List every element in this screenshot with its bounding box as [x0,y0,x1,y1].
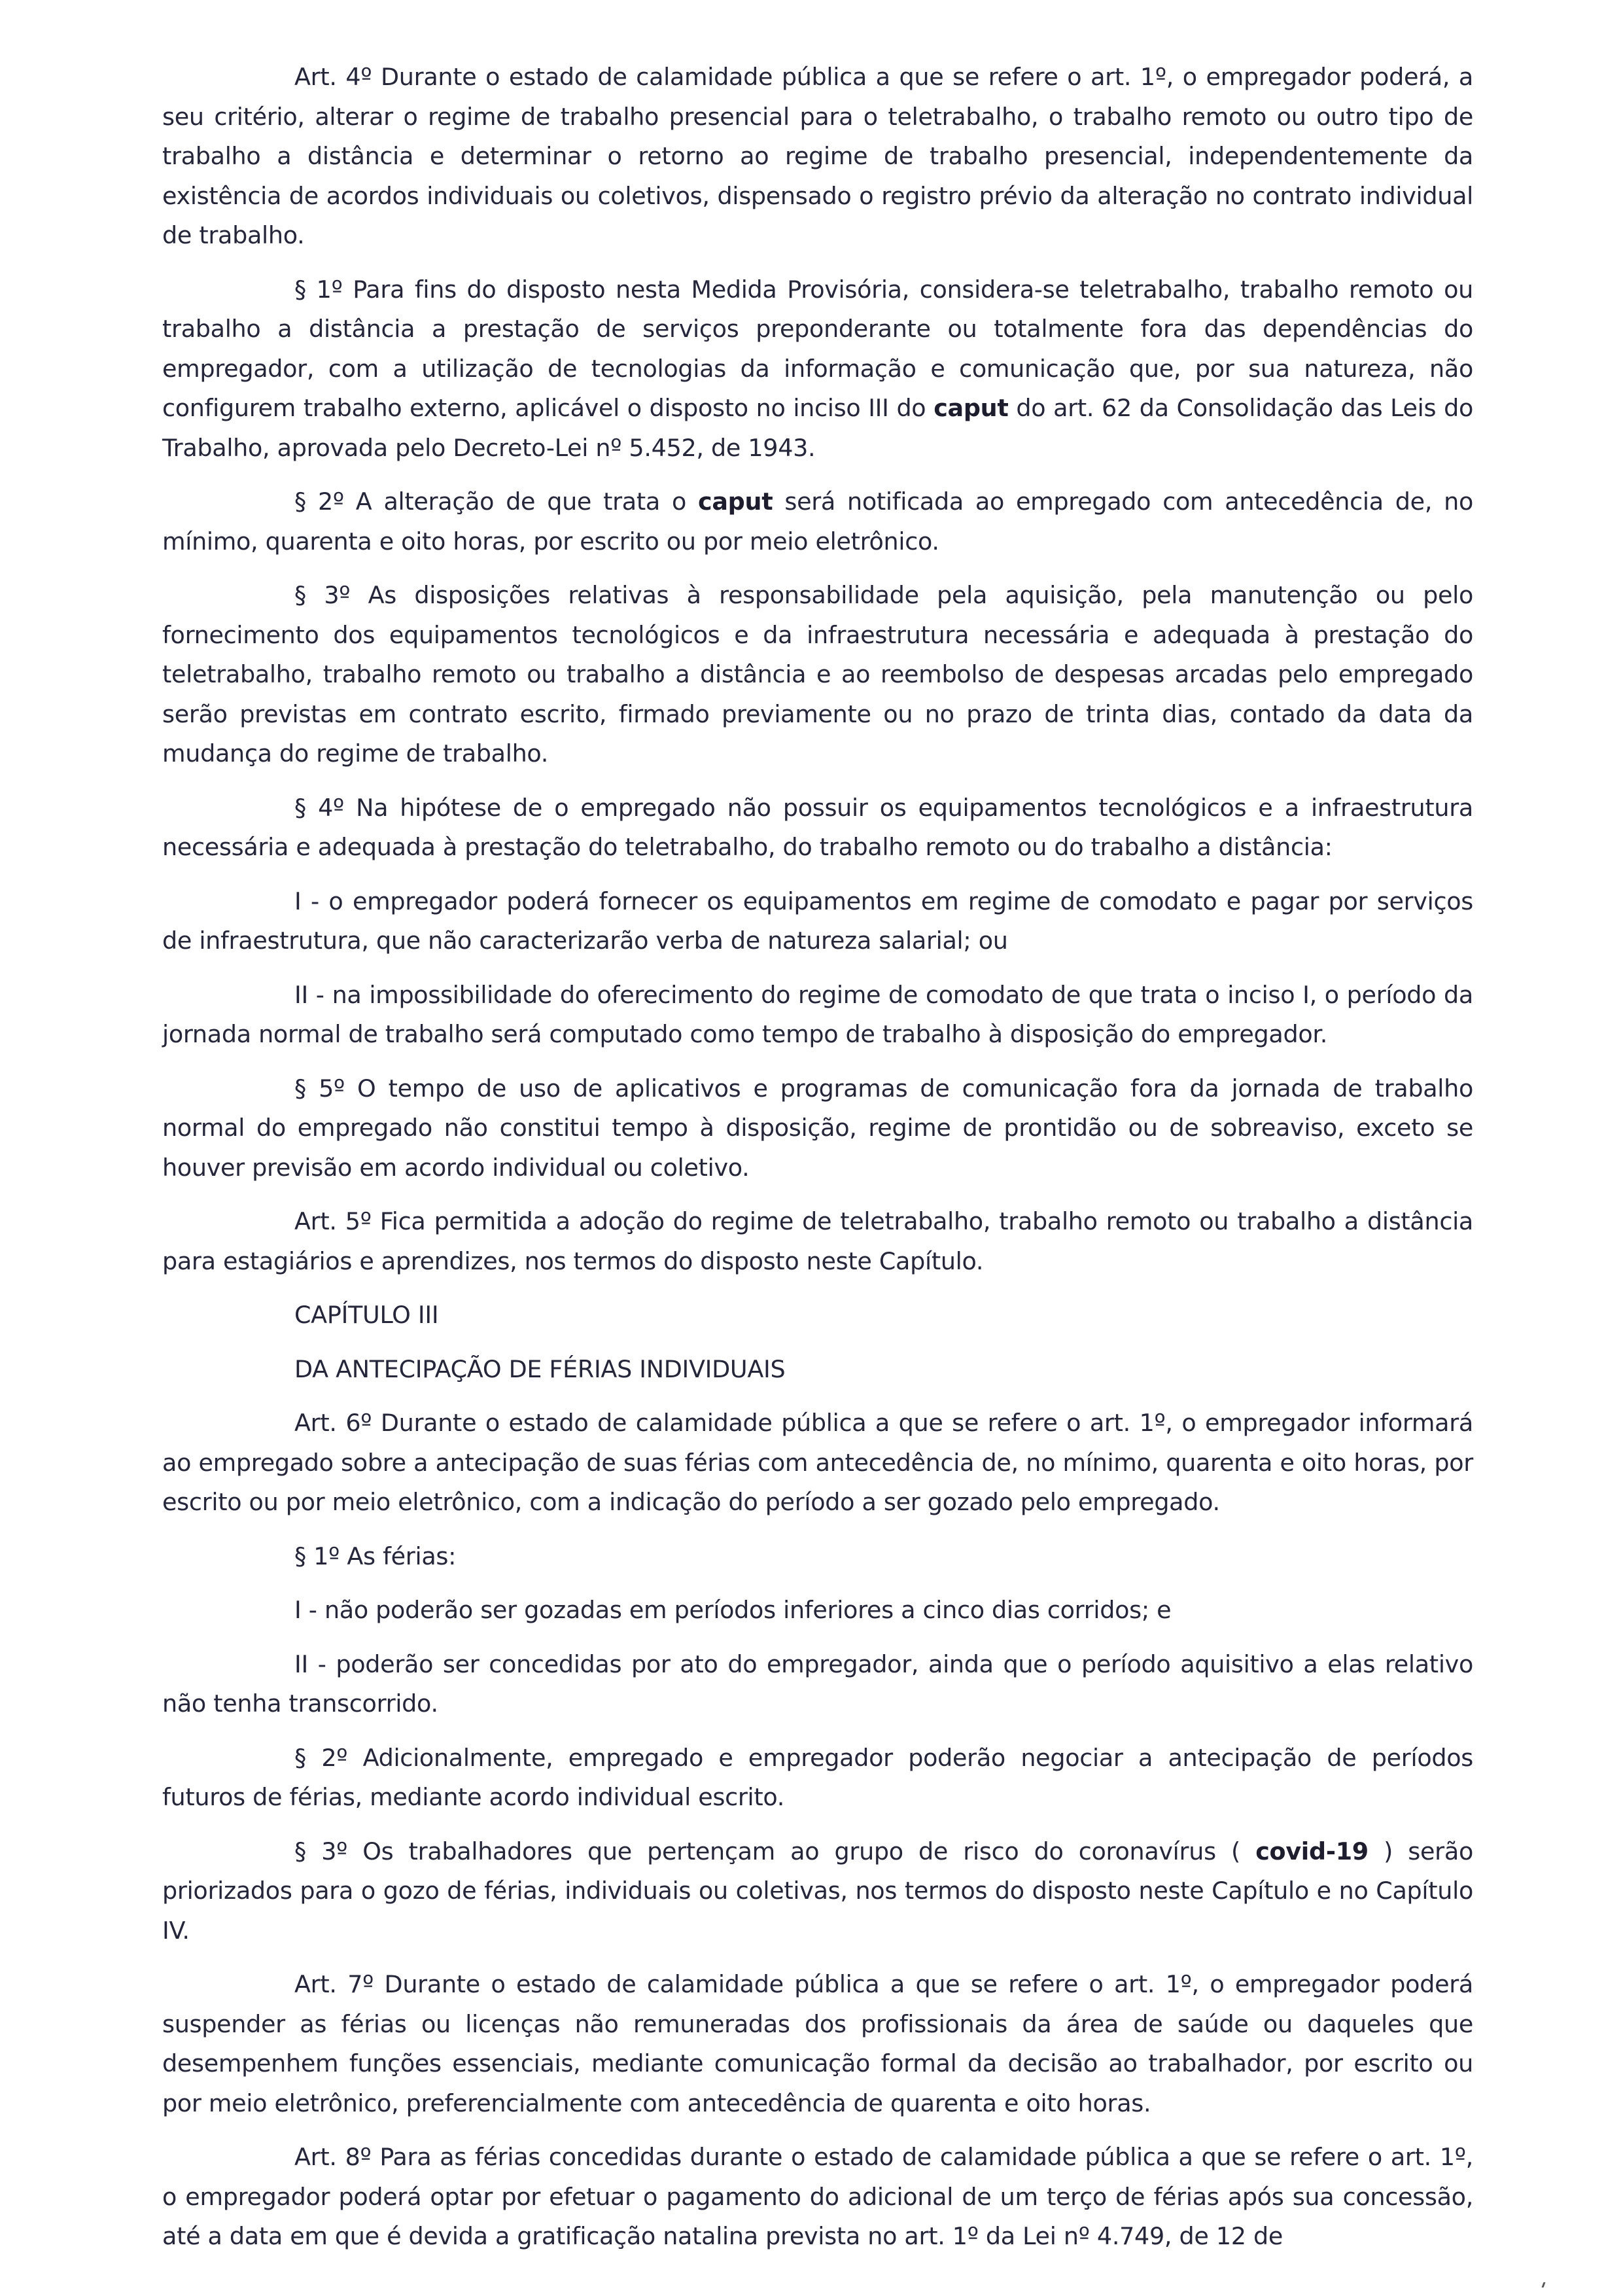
article-6-paragraph-1-item-ii: II - poderão ser concedidas por ato do empregador, ainda que o período aquisitivo a elas relativo não tenha transcorrido. [162,1650,1473,1718]
article-6-paragraph-1-item-i: I - não poderão ser gozadas em períodos inferiores a cinco dias corridos; e [294,1596,1172,1624]
text-segment: § 1º Para fins do disposto nesta Medida Provisória, considera-se teletrabalho, trabalho remoto ou trabalho a distância a prestação de serviços preponderante ou totalmente fora das dependências do empregador, com a utilização de tecnologias da informação e comunicação que, por sua natureza, não configurem trabalho externo, aplicável o disposto no inciso III do [162,275,1473,422]
article-4-paragraph-4: § 4º Na hipótese de o empregado não possuir os equipamentos tecnológicos e a infraestrutura necessária e adequada à prestação do teletrabalho, do trabalho remoto ou do trabalho a distância: [162,793,1473,861]
document-page [162,58,1473,2257]
article-4-paragraph-2 [162,482,1473,561]
article-6-paragraph-2: § 2º Adicionalmente, empregado e empregador poderão negociar a antecipação de períodos futuros de férias, mediante acordo individual escrito. [162,1743,1473,1811]
article-4-paragraph-5: § 5º O tempo de uso de aplicativos e programas de comunicação fora da jornada de trabalho normal do empregado não constitui tempo à disposição, regime de prontidão ou de sobreaviso, exceto se houver previsão em acordo individual ou coletivo. [162,1074,1473,1182]
article-6-paragraph-1: § 1º As férias: [294,1542,457,1570]
chapter-title: DA ANTECIPAÇÃO DE FÉRIAS INDIVIDUAIS [294,1354,786,1383]
article-4-paragraph-3: § 3º As disposições relativas à responsabilidade pela aquisição, pela manutenção ou pelo fornecimento dos equipamentos tecnológicos e da infraestrutura necessária e adequada à prestação do teletrabalho, trabalho remoto ou trabalho a distância e ao reembolso de despesas arcadas pelo empregado serão previstas em contrato escrito, firmado previamente ou no prazo de trinta dias, contado da data da mudança do regime de trabalho. [162,581,1473,768]
bold-term-covid: covid-19 [1255,1837,1369,1865]
bold-term-caput: caput [934,394,1009,422]
text-segment: § 2º A alteração de que trata o [294,487,699,516]
bold-term-caput: caput [698,487,773,516]
article-6-paragraph-3 [162,1832,1473,1951]
article-4: Art. 4º Durante o estado de calamidade pública a que se refere o art. 1º, o empregador poderá, a seu critério, alterar o regime de trabalho presencial para o teletrabalho, o trabalho remoto ou outro tipo de trabalho a distância e determinar o retorno ao regime de trabalho presencial, independentemente da existência de acordos individuais ou coletivos, dispensado o registro prévio da alteração no contrato individual de trabalho. [162,63,1473,249]
chapter-heading: CAPÍTULO III [294,1301,439,1329]
article-7: Art. 7º Durante o estado de calamidade pública a que se refere o art. 1º, o empregador poderá suspender as férias ou licenças não remuneradas dos profissionais da área de saúde ou daqueles que desempenhem funções essenciais, mediante comunicação formal da decisão ao trabalhador, por escrito ou por meio eletrônico, preferencialmente com antecedência de quarenta e oito horas. [162,1970,1473,2117]
text-segment: será notificada ao empregado com antecedência de, no mínimo, quarenta e oito horas, por escrito ou por meio eletrônico. [162,487,1473,556]
text-segment: do art. 62 da Consolidação das Leis do Trabalho, aprovada pelo Decreto-Lei nº 5.452, de 1943. [162,394,1473,462]
article-4-paragraph-4-item-i: I - o empregador poderá fornecer os equipamentos em regime de comodato e pagar por serviços de infraestrutura, que não caracterizarão verba de natureza salarial; ou [162,887,1473,955]
text-segment: § 3º Os trabalhadores que pertençam ao grupo de risco do coronavírus ( [294,1837,1256,1865]
article-4-paragraph-1 [162,270,1473,468]
corner-mark [1542,2282,1546,2287]
text-segment: ) serão priorizados para o gozo de férias, individuais ou coletivas, nos termos do disposto neste Capítulo e no Capítulo IV. [162,1837,1473,1945]
article-4-paragraph-4-item-ii: II - na impossibilidade do oferecimento do regime de comodato de que trata o inciso I, o período da jornada normal de trabalho será computado como tempo de trabalho à disposição do empregador. [162,980,1473,1048]
article-5: Art. 5º Fica permitida a adoção do regime de teletrabalho, trabalho remoto ou trabalho a distância para estagiários e aprendizes, nos termos do disposto neste Capítulo. [162,1207,1473,1275]
article-6: Art. 6º Durante o estado de calamidade pública a que se refere o art. 1º, o empregador informará ao empregado sobre a antecipação de suas férias com antecedência de, no mínimo, quarenta e oito horas, por escrito ou por meio eletrônico, com a indicação do período a ser gozado pelo empregado. [162,1409,1473,1516]
article-8: Art. 8º Para as férias concedidas durante o estado de calamidade pública a que se refere o art. 1º, o empregador poderá optar por efetuar o pagamento do adicional de um terço de férias após sua concessão, até a data em que é devida a gratificação natalina prevista no art. 1º da Lei nº 4.749, de 12 de [162,2143,1473,2250]
